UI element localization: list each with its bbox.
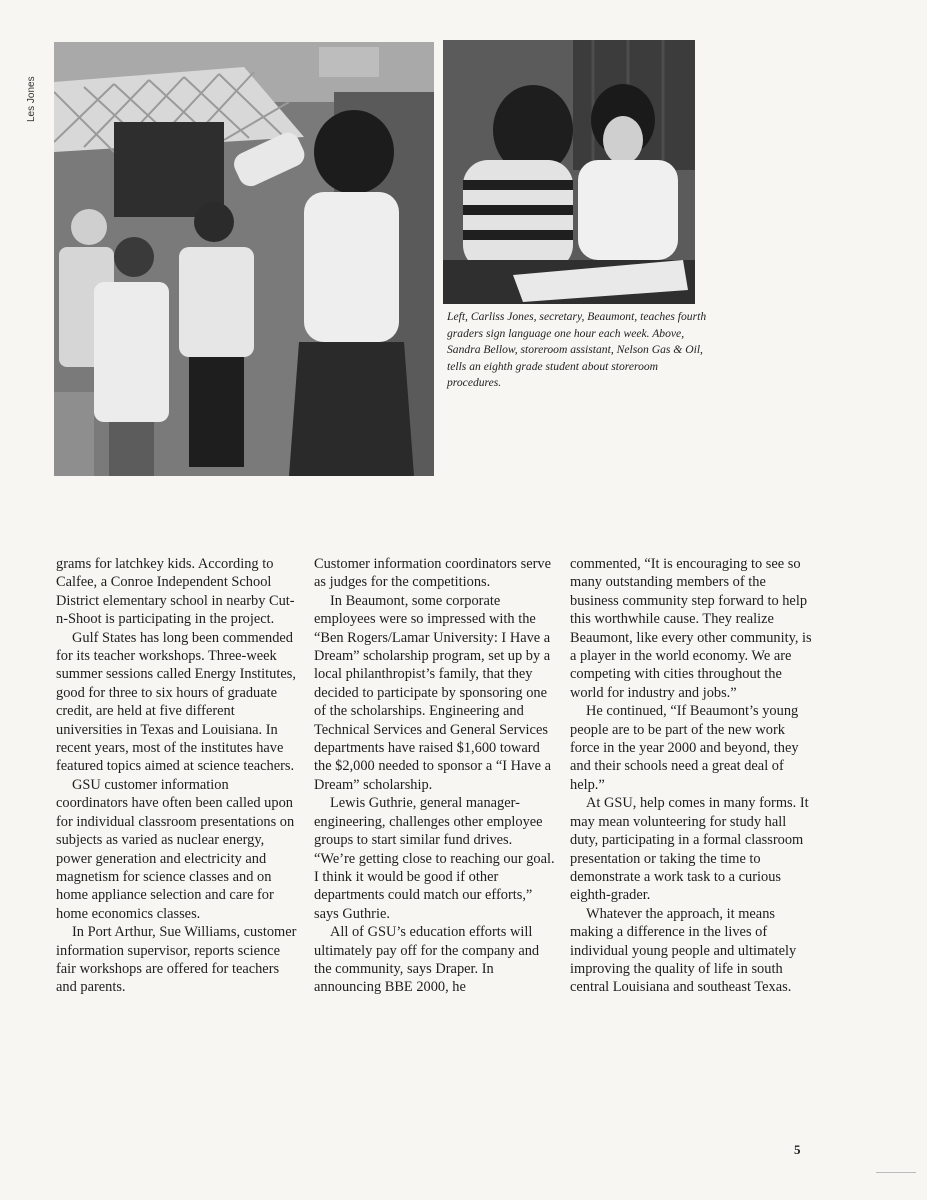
photo-storeroom-procedures bbox=[443, 40, 695, 304]
paragraph: Customer information coordinators serve as judges for the competitions. bbox=[314, 556, 551, 591]
paragraph: At GSU, help comes in many forms. It may mean volunteering for study hall duty, participating in a formal classroom presentation or taking the time to demonstrate a work task to a curious eighth-grader. bbox=[570, 795, 809, 904]
paragraph: commented, “It is encouraging to see so many outstanding members of the business community step forward to help this worthwhile cause. They realize Beaumont, like every other community, is a player in the world economy. We are competing with cities throughout the world for industry and jobs.” bbox=[570, 556, 812, 701]
photo-right-image bbox=[443, 40, 695, 304]
article-column-1 bbox=[56, 555, 301, 997]
photo-left-image bbox=[54, 42, 434, 476]
paragraph: All of GSU’s education efforts will ultimately pay off for the company and the community, says Draper. In announcing BBE 2000, he bbox=[314, 924, 540, 996]
paragraph: Whatever the approach, it means making a difference in the lives of individual young people and ultimately improving the quality of life in south central Louisiana and southeast Texas. bbox=[570, 905, 797, 996]
paragraph: In Port Arthur, Sue Williams, customer information supervisor, reports science fair workshops are offered for teachers and parents. bbox=[56, 924, 297, 996]
paragraph: GSU customer information coordinators have often been called upon for individual classroom presentations on subjects as varied as nuclear energy, power generation and electricity and magnetism for science classes and on home appliance selection and care for home economics classes. bbox=[56, 776, 295, 922]
article-column-2 bbox=[314, 555, 556, 997]
photo-sign-language-class bbox=[54, 42, 434, 476]
paragraph: Gulf States has long been commended for its teacher workshops. Three-week summer sessions called Energy Institutes, good for three to six hours of graduate credit, are held at five different universities in Texas and Louisiana. In recent years, most of the institutes have featured topics aimed at science teachers. bbox=[56, 629, 296, 775]
photo-caption: Left, Carliss Jones, secretary, Beaumont, teaches fourth graders sign language one hour each week. Above, Sandra Bellow, storeroom assistant, Nelson Gas & Oil, tells an eighth grade student about storeroom procedures. bbox=[447, 310, 707, 389]
article-column-3 bbox=[570, 555, 815, 997]
paragraph: grams for latchkey kids. According to Calfee, a Conroe Independent School District elementary school in nearby Cut-n-Shoot is participating in the project. bbox=[56, 556, 295, 628]
photo-credit: Les Jones bbox=[26, 76, 37, 122]
paragraph: In Beaumont, some corporate employees were so impressed with the “Ben Rogers/Lamar University: I Have a Dream” scholarship program, set up by a local philanthropist’s family, that they decided to participate by sponsoring one of the scholarships. Engineering and Technical Services and General Services departments have raised $1,600 toward the $2,000 needed to sponsor a “I Have a Dream” scholarship. bbox=[314, 592, 551, 793]
page-number: 5 bbox=[794, 1142, 801, 1157]
footer-rule bbox=[876, 1172, 916, 1173]
paragraph: He continued, “If Beaumont’s young people are to be part of the new work force in the year 2000 and beyond, they and their schools need a great deal of help.” bbox=[570, 703, 799, 793]
paragraph: Lewis Guthrie, general manager-engineering, challenges other employee groups to start similar fund drives. “We’re getting close to reaching our goal. I think it would be good if other departments could match our efforts,” says Guthrie. bbox=[314, 795, 555, 922]
